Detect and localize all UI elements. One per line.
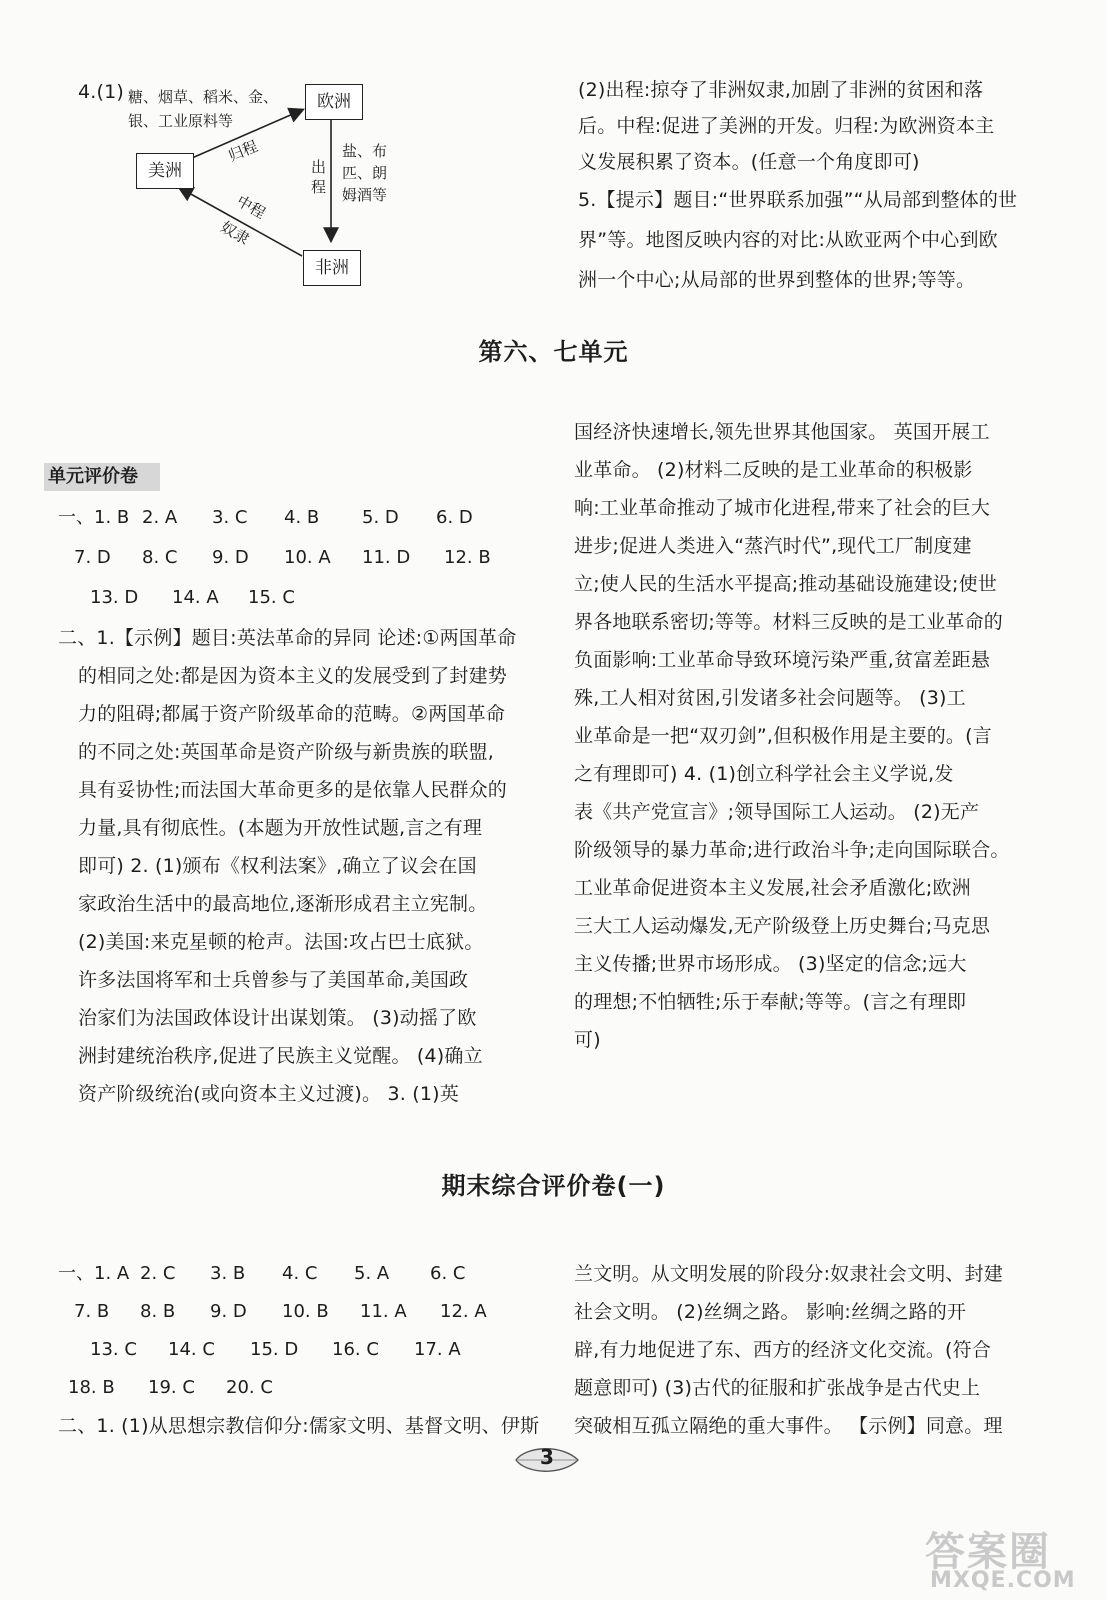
mc-answer: 2. C xyxy=(140,1263,176,1284)
essay-line: 殊,工人相对贫困,引发诸多社会问题等。 (3)工 xyxy=(574,687,966,709)
mc-answer: 13. D xyxy=(90,587,139,608)
watermark-url: MXQE.COM xyxy=(930,1568,1076,1593)
mc-answer: 5. A xyxy=(354,1263,390,1284)
mc-answer: 17. A xyxy=(414,1339,461,1360)
node-africa: 非洲 xyxy=(303,250,361,286)
essay-line: 力量,具有彻底性。(本题为开放性试题,言之有理 xyxy=(78,817,483,839)
watermark-logo: 答案圈 xyxy=(925,1529,1051,1575)
mc-answer: 4. B xyxy=(284,507,320,528)
mc-answer: 3. C xyxy=(212,507,248,528)
diagram-question-label: 4.(1) xyxy=(78,81,125,103)
essay-line: 的相同之处:都是因为资本主义的发展受到了封建势 xyxy=(78,665,508,687)
mc-answer: 6. C xyxy=(430,1263,466,1284)
mc-answer: 15. D xyxy=(250,1339,299,1360)
mc-answer: 13. C xyxy=(90,1339,137,1360)
top-right-line: 洲一个中心;从局部的世界到整体的世界;等等。 xyxy=(578,269,976,291)
essay-line: 洲封建统治秩序,促进了民族主义觉醒。 (4)确立 xyxy=(78,1045,483,1067)
mc-answer: 8. B xyxy=(140,1301,176,1322)
mc-answer: 11. D xyxy=(362,547,411,568)
mc-answer: 19. C xyxy=(148,1377,195,1398)
top-right-line: 义发展积累了资本。(任意一个角度即可) xyxy=(578,151,920,173)
essay-line: 进步;促进人类进入“蒸汽时代”,现代工厂制度建 xyxy=(574,535,972,557)
essay-line: 之有理即可) 4. (1)创立科学社会主义学说,发 xyxy=(574,763,954,785)
essay-line: 二、1. (1)从思想宗教信仰分:儒家文明、基督文明、伊斯 xyxy=(58,1415,540,1437)
essay-line: 工业革命促进资本主义发展,社会矛盾激化;欧洲 xyxy=(574,877,971,899)
essay-line: 辟,有力地促进了东、西方的经济文化交流。(符合 xyxy=(574,1339,992,1361)
mc-answer: 6. D xyxy=(436,507,473,528)
europe-goods-line1: 糖、烟草、稻米、金、 xyxy=(128,88,279,106)
essay-line: 许多法国将军和士兵曾参与了美国革命,美国政 xyxy=(78,969,469,991)
essay-line: 表《共产党宣言》;领导国际工人运动。 (2)无产 xyxy=(574,801,980,823)
essay-line: 可) xyxy=(574,1029,601,1051)
mc-answer: 11. A xyxy=(360,1301,407,1322)
middle-passage-label: 中程 xyxy=(233,191,269,223)
node-america: 美洲 xyxy=(136,153,194,189)
essay-line: 家政治生活中的最高地位,逐渐形成君主立宪制。 xyxy=(78,893,488,915)
essay-line: 力的阻碍;都属于资产阶级革命的范畴。②两国革命 xyxy=(78,703,506,725)
node-europe: 欧洲 xyxy=(305,84,363,120)
essay-line: 具有妥协性;而法国大革命更多的是依靠人民群众的 xyxy=(78,779,508,801)
essay-line: (2)美国:来克星顿的枪声。法国:攻占巴士底狱。 xyxy=(78,931,484,953)
mc-answer: 18. B xyxy=(68,1377,115,1398)
essay-line: 业革命。 (2)材料二反映的是工业革命的积极影 xyxy=(574,459,973,481)
essay-line: 国经济快速增长,领先世界其他国家。 英国开展工 xyxy=(574,421,990,443)
outbound-goods-2: 匹、朗 xyxy=(342,164,388,182)
mc-answer: 5. D xyxy=(362,507,399,528)
slaves-label: 奴隶 xyxy=(217,217,253,249)
mc-answer: 一、1. A xyxy=(58,1263,130,1284)
essay-line: 突破相互孤立隔绝的重大事件。 【示例】同意。理 xyxy=(574,1415,1003,1437)
essay-line: 题意即可) (3)古代的征服和扩张战争是古代史上 xyxy=(574,1377,981,1399)
essay-line: 业革命是一把“双刃剑”,但积极作用是主要的。(言 xyxy=(574,725,992,747)
europe-goods-line2: 银、工业原料等 xyxy=(128,112,234,130)
essay-line: 社会文明。 (2)丝绸之路。 影响:丝绸之路的开 xyxy=(574,1301,967,1323)
mc-answer: 4. C xyxy=(282,1263,318,1284)
mc-answer: 12. A xyxy=(440,1301,487,1322)
mc-answer: 9. D xyxy=(212,547,249,568)
top-right-line: 后。中程:促进了美洲的开发。归程:为欧洲资本主 xyxy=(578,115,995,137)
mc-answer: 一、1. B xyxy=(58,507,130,528)
mc-answer: 16. C xyxy=(332,1339,379,1360)
mc-answer: 15. C xyxy=(248,587,295,608)
top-right-line: 5.【提示】题目:“世界联系加强”“从局部到整体的世 xyxy=(578,189,1018,211)
essay-line: 兰文明。从文明发展的阶段分:奴隶社会文明、封建 xyxy=(574,1263,1004,1285)
essay-line: 立;使人民的生活水平提高;推动基础设施建设;使世 xyxy=(574,573,998,595)
mc-answer: 9. D xyxy=(210,1301,247,1322)
essay-line: 的理想;不怕牺牲;乐于奉献;等等。(言之有理即 xyxy=(574,991,967,1013)
essay-line: 资产阶级统治(或向资本主义过渡)。 3. (1)英 xyxy=(78,1083,459,1105)
essay-line: 负面影响:工业革命导致环境污染严重,贫富差距悬 xyxy=(574,649,991,671)
essay-line: 治家们为法国政体设计出谋划策。 (3)动摇了欧 xyxy=(78,1007,477,1029)
return-label: 归程 xyxy=(225,137,261,165)
mc-answer: 8. C xyxy=(142,547,178,568)
essay-line: 界各地联系密切;等等。材料三反映的是工业革命的 xyxy=(574,611,1004,633)
essay-line: 阶级领导的暴力革命;进行政治斗争;走向国际联合。 xyxy=(574,839,1010,861)
top-right-line: 界”等。地图反映内容的对比:从欧亚两个中心到欧 xyxy=(578,229,998,251)
essay-line: 的不同之处:英国革命是资产阶级与新贵族的联盟, xyxy=(78,741,495,763)
essay-line: 二、1.【示例】题目:英法革命的异同 论述:①两国革命 xyxy=(58,627,517,649)
mc-answer: 20. C xyxy=(226,1377,273,1398)
mc-answer: 12. B xyxy=(444,547,491,568)
outbound-label-1: 出 xyxy=(311,158,327,176)
section-title-final-exam-1: 期末综合评价卷(一) xyxy=(441,1172,666,1200)
mc-answer: 14. C xyxy=(168,1339,215,1360)
essay-line: 三大工人运动爆发,无产阶级登上历史舞台;马克思 xyxy=(574,915,991,937)
mc-answer: 2. A xyxy=(142,507,178,528)
mc-answer: 14. A xyxy=(172,587,219,608)
top-right-line: (2)出程:掠夺了非洲奴隶,加剧了非洲的贫困和落 xyxy=(578,79,984,101)
page-number-badge xyxy=(512,1442,582,1478)
unit-assessment-tag: 单元评价卷 xyxy=(44,463,160,491)
mc-answer: 10. A xyxy=(284,547,331,568)
mc-answer: 10. B xyxy=(282,1301,329,1322)
outbound-goods-1: 盐、布 xyxy=(342,142,388,160)
essay-line: 响:工业革命推动了城市化进程,带来了社会的巨大 xyxy=(574,497,991,519)
outbound-label-2: 程 xyxy=(311,178,327,196)
mc-answer: 7. D xyxy=(74,547,111,568)
outbound-goods-3: 姆酒等 xyxy=(342,186,388,204)
page-number: 3 xyxy=(540,1445,554,1469)
mc-answer: 7. B xyxy=(74,1301,110,1322)
section-title-unit-6-7: 第六、七单元 xyxy=(478,338,629,366)
essay-line: 主义传播;世界市场形成。 (3)坚定的信念;远大 xyxy=(574,953,967,975)
mc-answer: 3. B xyxy=(210,1263,246,1284)
essay-line: 即可) 2. (1)颁布《权利法案》,确立了议会在国 xyxy=(78,855,477,877)
